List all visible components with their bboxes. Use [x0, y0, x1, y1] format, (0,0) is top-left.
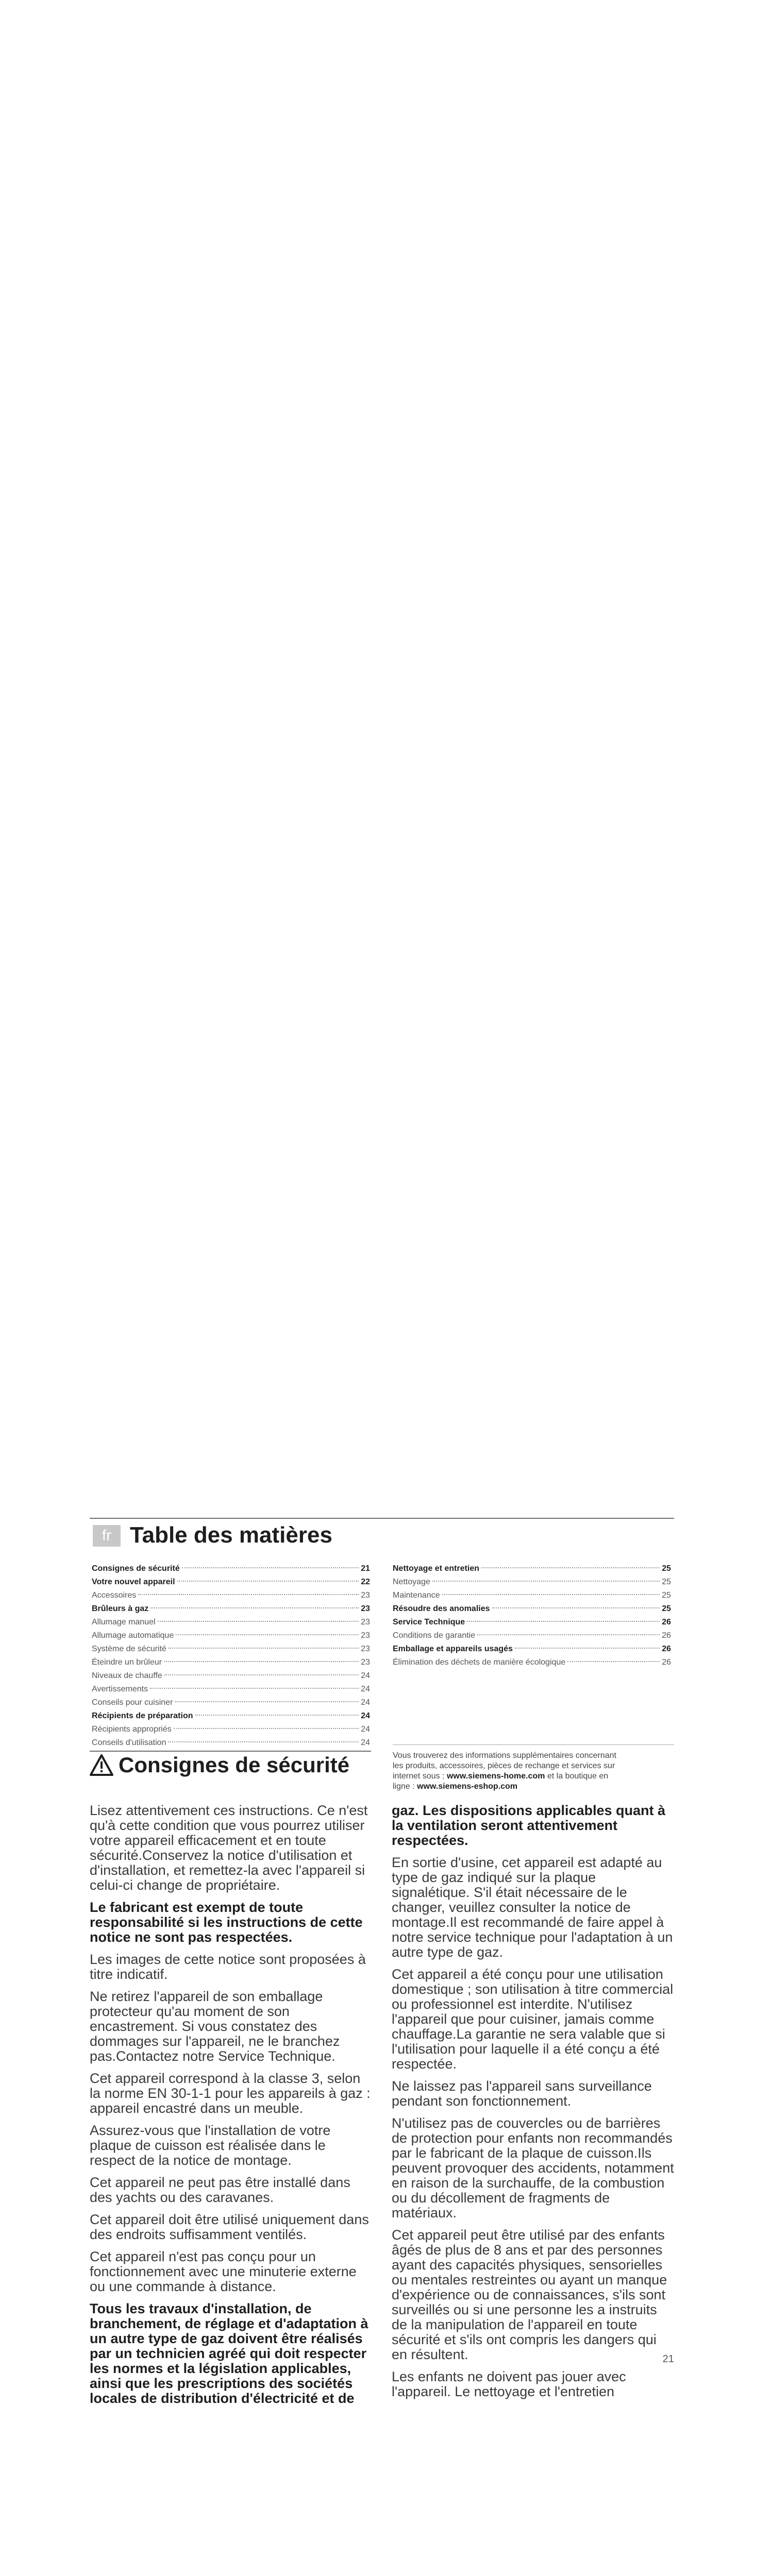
language-badge: fr [93, 1525, 121, 1547]
info-line-1: Vous trouverez des informations supplémentaires concernant [393, 1751, 617, 1760]
toc-leader-dots [182, 1567, 359, 1568]
safety-paragraph: N'utilisez pas de couvercles ou de barrières de protection pour enfants non recommandés par le fabricant de la plaque de cuisson.Ils peuvent provoquer des accidents, notamment en raison de la surchauffe, de la combustion ou du décollement de fragments de matériaux. [392, 2115, 674, 2221]
toc-entry[interactable] [92, 1656, 370, 1669]
toc-entry-label: Avertissements [92, 1685, 148, 1693]
toc-leader-dots [164, 1674, 359, 1675]
warning-triangle-icon [90, 1754, 113, 1776]
siemens-home-link[interactable]: www.siemens-home.com [446, 1772, 545, 1781]
toc-leader-dots [158, 1621, 359, 1622]
toc-entry[interactable] [92, 1723, 370, 1736]
safety-paragraph: Cet appareil a été conçu pour une utilisation domestique ; son utilisation à titre commercial ou professionnel est interdite. N'utilisez l'appareil que pour cuisiner, jamais comme chauffage.La garantie ne sera valable que si l'utilisation pour laquelle il a été conçu a été respectée. [392, 1967, 674, 2072]
toc-entry-page: 22 [361, 1578, 370, 1586]
toc-entry[interactable] [393, 1656, 671, 1669]
toc-right-column [393, 1562, 671, 1669]
toc-entry-label: Consignes de sécurité [92, 1564, 180, 1573]
toc-entry-page: 24 [361, 1671, 370, 1680]
toc-entry-page: 25 [662, 1604, 671, 1613]
toc-entry-label: Maintenance [393, 1591, 440, 1600]
toc-entry-label: Allumage manuel [92, 1618, 156, 1626]
toc-entry-label: Votre nouvel appareil [92, 1578, 175, 1586]
toc-entry-label: Allumage automatique [92, 1631, 174, 1640]
online-info-note [393, 1751, 674, 1792]
toc-leader-dots [195, 1715, 359, 1716]
safety-right-column [392, 1803, 674, 2406]
toc-entry-label: Conseils d'utilisation [92, 1738, 166, 1747]
toc-entry-label: Système de sécurité [92, 1645, 166, 1653]
toc-entry[interactable] [393, 1602, 671, 1616]
toc-entry[interactable] [393, 1642, 671, 1656]
safety-paragraph: Assurez-vous que l'installation de votre plaque de cuisson est réalisée dans le respect de la notice de montage. [90, 2123, 331, 2168]
toc-leader-dots [174, 1728, 359, 1729]
safety-paragraph: Cet appareil correspond à la classe 3, selon la norme EN 30-1-1 pour les appareils à gaz : appareil encastré dans un meuble. [90, 2071, 371, 2116]
toc-leader-dots [164, 1661, 359, 1662]
toc-entry[interactable] [92, 1589, 370, 1602]
toc-entry[interactable] [92, 1562, 370, 1575]
toc-entry[interactable] [92, 1575, 370, 1589]
toc-leader-dots [175, 1701, 359, 1702]
toc-entry-page: 25 [662, 1591, 671, 1600]
safety-paragraph: Cet appareil n'est pas conçu pour un fonctionnement avec une minuterie externe ou une commande à distance. [90, 2249, 357, 2294]
toc-entry-page: 25 [662, 1564, 671, 1573]
toc-left-column [92, 1562, 370, 1750]
toc-entry-page: 23 [361, 1658, 370, 1667]
toc-leader-dots [492, 1607, 660, 1608]
toc-entry[interactable] [92, 1696, 370, 1709]
safety-paragraph: Lisez attentivement ces instructions. Ce n'est qu'à cette condition que vous pourrez utiliser votre appareil efficacement et en toute sécurité.Conservez la notice d'utilisation et d'installation, et remettez-la avec l'appareil si celui-ci change de propriétaire. [90, 1803, 368, 1893]
toc-entry-label: Élimination des déchets de manière écologique [393, 1658, 566, 1667]
toc-leader-dots [150, 1688, 359, 1689]
toc-entry-label: Éteindre un brûleur [92, 1658, 162, 1667]
safety-paragraph: Les images de cette notice sont proposées à titre indicatif. [90, 1952, 366, 1982]
toc-entry[interactable] [393, 1616, 671, 1629]
safety-left-column [90, 1803, 372, 2413]
info-line-3-suffix: et la boutique en [545, 1772, 609, 1781]
toc-leader-dots [481, 1567, 660, 1568]
toc-leader-dots [177, 1581, 359, 1582]
toc-top-rule [90, 1518, 674, 1519]
toc-leader-dots [150, 1607, 359, 1608]
toc-entry-label: Récipients appropriés [92, 1725, 172, 1734]
toc-entry[interactable] [92, 1736, 370, 1750]
safety-paragraph: Le fabricant est exempt de toute responsabilité si les instructions de cette notice ne sont pas respectées. [90, 1900, 363, 1945]
toc-entry-label: Service Technique [393, 1618, 465, 1626]
toc-leader-dots [432, 1581, 660, 1582]
toc-leader-dots [477, 1634, 660, 1635]
toc-entry-label: Conseils pour cuisiner [92, 1698, 173, 1707]
toc-entry-label: Conditions de garantie [393, 1631, 476, 1640]
toc-entry-page: 24 [361, 1698, 370, 1707]
toc-entry-page: 21 [361, 1564, 370, 1573]
toc-entry-label: Brûleurs à gaz [92, 1604, 149, 1613]
toc-leader-dots [138, 1594, 359, 1595]
toc-leader-dots [169, 1648, 359, 1649]
toc-entry-page: 26 [662, 1618, 671, 1626]
toc-leader-dots [567, 1661, 660, 1662]
toc-entry-label: Récipients de préparation [92, 1711, 193, 1720]
safety-paragraph: Les enfants ne doivent pas jouer avec l'appareil. Le nettoyage et l'entretien [392, 2369, 626, 2399]
safety-paragraph: Ne retirez l'appareil de son emballage protecteur qu'au moment de son encastrement. Si vous constatez des dommages sur l'appareil, ne le branchez pas.Contactez notre Service Technique. [90, 1989, 340, 2064]
safety-heading [90, 1751, 349, 1780]
toc-entry-page: 24 [361, 1725, 370, 1734]
toc-entry-page: 25 [662, 1578, 671, 1586]
safety-paragraph: Ne laissez pas l'appareil sans surveillance pendant son fonctionnement. [392, 2078, 652, 2109]
info-line-3-prefix: internet sous : [393, 1772, 447, 1781]
toc-entry-page: 24 [361, 1711, 370, 1720]
toc-entry[interactable] [92, 1669, 370, 1683]
toc-entry[interactable] [393, 1629, 671, 1642]
toc-entry[interactable] [92, 1629, 370, 1642]
toc-entry[interactable] [393, 1562, 671, 1575]
toc-leader-dots [515, 1648, 660, 1649]
toc-entry-label: Nettoyage et entretien [393, 1564, 480, 1573]
toc-entry[interactable] [92, 1642, 370, 1656]
toc-title: Table des matières [130, 1522, 332, 1548]
safety-paragraph: Cet appareil doit être utilisé uniquement dans des endroits suffisamment ventilés. [90, 2212, 369, 2242]
siemens-eshop-link[interactable]: www.siemens-eshop.com [417, 1782, 518, 1791]
safety-paragraph: gaz. Les dispositions applicables quant à la ventilation seront attentivement respectées. [392, 1803, 666, 1848]
toc-entry-page: 24 [361, 1738, 370, 1747]
toc-entry-page: 26 [662, 1631, 671, 1640]
toc-entry[interactable] [393, 1575, 671, 1589]
toc-entry[interactable] [393, 1589, 671, 1602]
safety-paragraph: Tous les travaux d'installation, de branchement, de réglage et d'adaptation à un autre type de gaz doivent être réalisés par un technicien agréé qui doit respecter les normes et la législation applicables, ainsi que les prescriptions des sociétés locales de distribution d'électricité et de [90, 2301, 368, 2406]
safety-paragraph: Cet appareil ne peut pas être installé dans des yachts ou des caravanes. [90, 2175, 350, 2205]
toc-entry-page: 24 [361, 1685, 370, 1693]
info-line-2: les produits, accessoires, pièces de rechange et services sur [393, 1761, 615, 1770]
toc-entry[interactable] [92, 1602, 370, 1616]
safety-paragraph: Cet appareil peut être utilisé par des enfants âgés de plus de 8 ans et par des personnes ayant des capacités physiques, sensorielles ou mentales restreintes ou ayant un manque d'expérience ou de connaissances, s'ils sont surveillés ou si une personne les a instruits de la manipulation de l'appareil en toute sécurité et s'ils ont compris les dangers qui en résultent. [392, 2227, 667, 2362]
page-number: 21 [662, 2353, 674, 2365]
toc-leader-dots [168, 1741, 359, 1742]
info-divider [393, 1744, 674, 1745]
safety-paragraph: En sortie d'usine, cet appareil est adapté au type de gaz indiqué sur la plaque signalétique. S'il était nécessaire de le changer, veuillez consulter la notice de montage.Il est recommandé de faire appel à notre service technique pour l'adaptation à un autre type de gaz. [392, 1855, 673, 1960]
info-line-4-prefix: ligne : [393, 1782, 417, 1791]
toc-entry-page: 23 [361, 1591, 370, 1600]
toc-leader-dots [176, 1634, 359, 1635]
toc-entry-label: Niveaux de chauffe [92, 1671, 162, 1680]
toc-entry[interactable] [92, 1616, 370, 1629]
toc-entry-page: 23 [361, 1604, 370, 1613]
toc-entry-page: 23 [361, 1631, 370, 1640]
toc-entry[interactable] [92, 1709, 370, 1723]
toc-entry-page: 26 [662, 1645, 671, 1653]
toc-entry-page: 23 [361, 1618, 370, 1626]
toc-entry-label: Emballage et appareils usagés [393, 1645, 513, 1653]
toc-entry-label: Nettoyage [393, 1578, 430, 1586]
toc-entry-label: Accessoires [92, 1591, 137, 1600]
toc-leader-dots [467, 1621, 660, 1622]
toc-entry-page: 26 [662, 1658, 671, 1667]
toc-entry[interactable] [92, 1683, 370, 1696]
toc-leader-dots [442, 1594, 660, 1595]
safety-title: Consignes de sécurité [119, 1753, 350, 1777]
toc-entry-label: Résoudre des anomalies [393, 1604, 490, 1613]
toc-entry-page: 23 [361, 1645, 370, 1653]
